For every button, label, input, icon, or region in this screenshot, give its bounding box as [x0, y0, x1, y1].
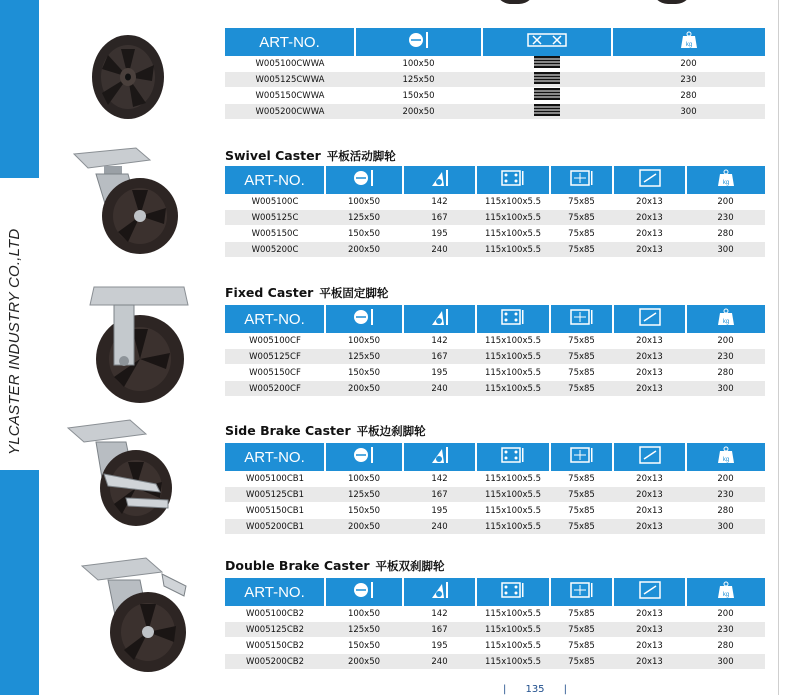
height-icon: [430, 168, 450, 192]
load-cell: 230: [612, 72, 765, 88]
load-capacity-icon: [717, 581, 735, 603]
plate-cell: 115x100x5.5: [476, 606, 550, 622]
fixed-spec-table: [225, 305, 765, 397]
size-cell: 125x50: [355, 72, 482, 88]
height-cell: 167: [403, 487, 476, 503]
height-cell: 142: [403, 471, 476, 487]
art-no-cell: W005125CF: [225, 349, 325, 365]
col-bolt-spacing: [550, 443, 613, 471]
bolt-hole-spacing-icon: [569, 445, 595, 469]
load-cell: 230: [686, 349, 765, 365]
svg-text:kg: kg: [722, 457, 730, 463]
bolt-hole-cell: 20x13: [613, 194, 686, 210]
bolt-spacing-cell: 75x85: [550, 194, 613, 210]
art-no-cell: W005150C: [225, 226, 325, 242]
load-cell: 300: [612, 104, 765, 120]
plate-cell: 115x100x5.5: [476, 471, 550, 487]
height-cell: 240: [403, 519, 476, 535]
bolt-hole-size-icon: [638, 168, 662, 192]
table-row: [225, 104, 765, 120]
size-cell: 150x50: [325, 226, 403, 242]
bolt-spacing-cell: 75x85: [550, 471, 613, 487]
height-cell: 240: [403, 654, 476, 670]
height-cell: 167: [403, 622, 476, 638]
plate-cell: 115x100x5.5: [476, 349, 550, 365]
size-cell: 200x50: [325, 381, 403, 397]
table-row: [225, 519, 765, 535]
height-cell: 240: [403, 381, 476, 397]
tread-pattern-icon: [533, 56, 561, 71]
bolt-spacing-cell: 75x85: [550, 487, 613, 503]
height-cell: 167: [403, 349, 476, 365]
bolt-hole-cell: 20x13: [613, 654, 686, 670]
bolt-spacing-cell: 75x85: [550, 333, 613, 349]
art-no-cell: W005200CF: [225, 381, 325, 397]
size-cell: 125x50: [325, 487, 403, 503]
height-cell: 195: [403, 365, 476, 381]
tread-cell: [482, 104, 612, 120]
load-cell: 200: [686, 333, 765, 349]
bolt-spacing-cell: 75x85: [550, 349, 613, 365]
bolt-hole-cell: 20x13: [613, 622, 686, 638]
bolt-spacing-cell: 75x85: [550, 606, 613, 622]
col-art-no: ART-NO.: [225, 578, 325, 606]
side-brake-caster-image: [64, 418, 176, 528]
bolt-hole-cell: 20x13: [613, 349, 686, 365]
tread-pattern-icon: [533, 88, 561, 103]
sidebar-accent-bottom: [0, 470, 39, 695]
size-cell: 200x50: [325, 654, 403, 670]
col-load: [686, 443, 765, 471]
tread-cell: [482, 72, 612, 88]
height-cell: 142: [403, 606, 476, 622]
bolt-spacing-cell: 75x85: [550, 242, 613, 258]
art-no-cell: W005125CWWA: [225, 72, 355, 88]
bolt-hole-cell: 20x13: [613, 210, 686, 226]
col-height: [403, 305, 476, 333]
table-row: [225, 606, 765, 622]
bolt-spacing-cell: 75x85: [550, 503, 613, 519]
table-row: [225, 471, 765, 487]
load-cell: 280: [686, 638, 765, 654]
diameter-width-icon: [352, 445, 376, 469]
table-row: [225, 654, 765, 670]
table-row: [225, 210, 765, 226]
load-cell: 200: [686, 606, 765, 622]
col-size: [325, 305, 403, 333]
bolt-hole-size-icon: [638, 580, 662, 604]
size-cell: 125x50: [325, 622, 403, 638]
bolt-hole-cell: 20x13: [613, 503, 686, 519]
section-title: Double Brake Caster 平板双刹脚轮: [225, 558, 445, 573]
col-bolt-hole: [613, 305, 686, 333]
plate-cell: 115x100x5.5: [476, 654, 550, 670]
sidebar: YLCASTER INDUSTRY CO.,LTD: [0, 0, 39, 695]
load-capacity-icon: [717, 308, 735, 330]
plate-cell: 115x100x5.5: [476, 638, 550, 654]
bolt-spacing-cell: 75x85: [550, 226, 613, 242]
col-bolt-spacing: [550, 166, 613, 194]
art-no-cell: W005100CB2: [225, 606, 325, 622]
fixed-caster-image: [88, 283, 192, 407]
load-capacity-icon: [680, 31, 698, 53]
size-cell: 100x50: [325, 606, 403, 622]
size-cell: 200x50: [325, 242, 403, 258]
tread-cell: [482, 56, 612, 72]
load-cell: 230: [686, 210, 765, 226]
tread-pattern-icon: [533, 104, 561, 119]
table-row: [225, 365, 765, 381]
bolt-hole-cell: 20x13: [613, 333, 686, 349]
section-title: Fixed Caster 平板固定脚轮: [225, 285, 389, 300]
height-cell: 240: [403, 242, 476, 258]
plate-cell: 115x100x5.5: [476, 194, 550, 210]
size-cell: 125x50: [325, 210, 403, 226]
load-cell: 200: [686, 471, 765, 487]
size-cell: 125x50: [325, 349, 403, 365]
plate-cell: 115x100x5.5: [476, 210, 550, 226]
load-cell: 300: [686, 654, 765, 670]
height-icon: [430, 307, 450, 331]
col-size: [325, 578, 403, 606]
col-plate: [476, 166, 550, 194]
plate-cell: 115x100x5.5: [476, 333, 550, 349]
art-no-cell: W005150CWWA: [225, 88, 355, 104]
top-wheel-partial: [652, 0, 692, 4]
table-row: [225, 72, 765, 88]
col-load: [686, 305, 765, 333]
section-title: Side Brake Caster 平板边刹脚轮: [225, 423, 426, 438]
bolt-hole-cell: 20x13: [613, 381, 686, 397]
tread-cell: [482, 88, 612, 104]
wheel-spec-table: [225, 28, 765, 120]
load-cell: 280: [686, 365, 765, 381]
plate-size-icon: [500, 307, 526, 331]
table-row: [225, 333, 765, 349]
height-cell: 195: [403, 638, 476, 654]
art-no-cell: W005100CB1: [225, 471, 325, 487]
col-plate: [476, 305, 550, 333]
col-bolt-spacing: [550, 305, 613, 333]
size-cell: 100x50: [355, 56, 482, 72]
load-cell: 200: [612, 56, 765, 72]
table-row: [225, 381, 765, 397]
col-load: [686, 166, 765, 194]
bolt-spacing-cell: 75x85: [550, 654, 613, 670]
table-row: [225, 56, 765, 72]
tread-pattern-icon: [533, 72, 561, 87]
bolt-hole-cell: 20x13: [613, 606, 686, 622]
table-row: [225, 503, 765, 519]
top-wheel-partial: [495, 0, 535, 4]
art-no-cell: W005200CB2: [225, 654, 325, 670]
table-row: [225, 226, 765, 242]
size-cell: 100x50: [325, 194, 403, 210]
art-no-cell: W005125C: [225, 210, 325, 226]
load-capacity-icon: [717, 169, 735, 191]
section-title: Swivel Caster 平板活动脚轮: [225, 148, 396, 163]
diameter-width-icon: [352, 307, 376, 331]
art-no-cell: W005200CWWA: [225, 104, 355, 120]
plate-size-icon: [500, 445, 526, 469]
size-cell: 150x50: [325, 638, 403, 654]
table-row: [225, 88, 765, 104]
plate-size-icon: [500, 168, 526, 192]
plate-cell: 115x100x5.5: [476, 365, 550, 381]
load-cell: 300: [686, 381, 765, 397]
height-cell: 195: [403, 226, 476, 242]
bolt-hole-spacing-icon: [569, 307, 595, 331]
table-row: [225, 622, 765, 638]
col-load: [686, 578, 765, 606]
side-brake-spec-table: [225, 443, 765, 535]
load-cell: 230: [686, 622, 765, 638]
col-art-no: ART-NO.: [225, 305, 325, 333]
bolt-hole-cell: 20x13: [613, 519, 686, 535]
art-no-cell: W005200CB1: [225, 519, 325, 535]
art-no-cell: W005150CF: [225, 365, 325, 381]
bolt-hole-spacing-icon: [569, 580, 595, 604]
size-cell: 150x50: [325, 503, 403, 519]
col-load: [612, 28, 765, 56]
col-bolt-hole: [613, 166, 686, 194]
load-cell: 300: [686, 242, 765, 258]
plate-cell: 115x100x5.5: [476, 381, 550, 397]
bolt-hole-cell: 20x13: [613, 471, 686, 487]
table-row: [225, 349, 765, 365]
double-brake-caster-image: [78, 556, 190, 676]
height-cell: 167: [403, 210, 476, 226]
bolt-spacing-cell: 75x85: [550, 638, 613, 654]
size-cell: 150x50: [325, 365, 403, 381]
col-plate: [476, 443, 550, 471]
load-cell: 300: [686, 519, 765, 535]
svg-text:kg: kg: [722, 319, 730, 325]
plate-cell: 115x100x5.5: [476, 242, 550, 258]
col-tread: [482, 28, 612, 56]
art-no-cell: W005200C: [225, 242, 325, 258]
plate-cell: 115x100x5.5: [476, 226, 550, 242]
col-size: [355, 28, 482, 56]
height-icon: [430, 445, 450, 469]
diameter-width-icon: [352, 580, 376, 604]
bolt-hole-cell: 20x13: [613, 226, 686, 242]
svg-text:kg: kg: [722, 592, 730, 598]
art-no-cell: W005150CB2: [225, 638, 325, 654]
size-cell: 200x50: [355, 104, 482, 120]
col-height: [403, 578, 476, 606]
height-icon: [430, 580, 450, 604]
table-row: [225, 242, 765, 258]
bolt-spacing-cell: 75x85: [550, 210, 613, 226]
plate-cell: 115x100x5.5: [476, 503, 550, 519]
col-size: [325, 443, 403, 471]
col-height: [403, 443, 476, 471]
bolt-spacing-cell: 75x85: [550, 365, 613, 381]
tread-pattern-icon: [527, 33, 567, 51]
art-no-cell: W005150CB1: [225, 503, 325, 519]
art-no-cell: W005100CF: [225, 333, 325, 349]
col-art-no: ART-NO.: [225, 443, 325, 471]
height-cell: 142: [403, 333, 476, 349]
sidebar-accent-top: [0, 0, 39, 178]
load-cell: 280: [612, 88, 765, 104]
wheel-image: [88, 33, 168, 121]
art-no-cell: W005125CB2: [225, 622, 325, 638]
col-bolt-hole: [613, 578, 686, 606]
col-art-no: ART-NO.: [225, 166, 325, 194]
load-cell: 280: [686, 226, 765, 242]
wheel-section: [225, 28, 765, 120]
double-brake-spec-table: [225, 578, 765, 670]
plate-cell: 115x100x5.5: [476, 519, 550, 535]
col-size: [325, 166, 403, 194]
col-bolt-hole: [613, 443, 686, 471]
swivel-spec-table: [225, 166, 765, 258]
col-height: [403, 166, 476, 194]
svg-text:kg: kg: [722, 180, 730, 186]
diameter-width-icon: [352, 168, 376, 192]
bolt-spacing-cell: 75x85: [550, 622, 613, 638]
svg-text:kg: kg: [685, 42, 693, 48]
bolt-spacing-cell: 75x85: [550, 519, 613, 535]
plate-cell: 115x100x5.5: [476, 622, 550, 638]
bolt-hole-spacing-icon: [569, 168, 595, 192]
art-no-cell: W005100C: [225, 194, 325, 210]
col-art-no: ART-NO.: [225, 28, 355, 56]
col-plate: [476, 578, 550, 606]
bolt-hole-cell: 20x13: [613, 487, 686, 503]
swivel-caster-image: [66, 146, 186, 258]
load-cell: 200: [686, 194, 765, 210]
art-no-cell: W005100CWWA: [225, 56, 355, 72]
bolt-hole-size-icon: [638, 307, 662, 331]
table-row: [225, 487, 765, 503]
height-cell: 195: [403, 503, 476, 519]
bolt-hole-size-icon: [638, 445, 662, 469]
load-cell: 280: [686, 503, 765, 519]
plate-cell: 115x100x5.5: [476, 487, 550, 503]
size-cell: 100x50: [325, 471, 403, 487]
height-cell: 142: [403, 194, 476, 210]
page-edge-line: [778, 0, 779, 695]
size-cell: 200x50: [325, 519, 403, 535]
bolt-hole-cell: 20x13: [613, 638, 686, 654]
load-cell: 230: [686, 487, 765, 503]
diameter-width-icon: [407, 30, 431, 54]
table-row: [225, 194, 765, 210]
bolt-hole-cell: 20x13: [613, 242, 686, 258]
size-cell: 100x50: [325, 333, 403, 349]
size-cell: 150x50: [355, 88, 482, 104]
table-row: [225, 638, 765, 654]
bolt-spacing-cell: 75x85: [550, 381, 613, 397]
page-number: | 135 |: [503, 684, 567, 695]
col-bolt-spacing: [550, 578, 613, 606]
bolt-hole-cell: 20x13: [613, 365, 686, 381]
plate-size-icon: [500, 580, 526, 604]
load-capacity-icon: [717, 446, 735, 468]
art-no-cell: W005125CB1: [225, 487, 325, 503]
